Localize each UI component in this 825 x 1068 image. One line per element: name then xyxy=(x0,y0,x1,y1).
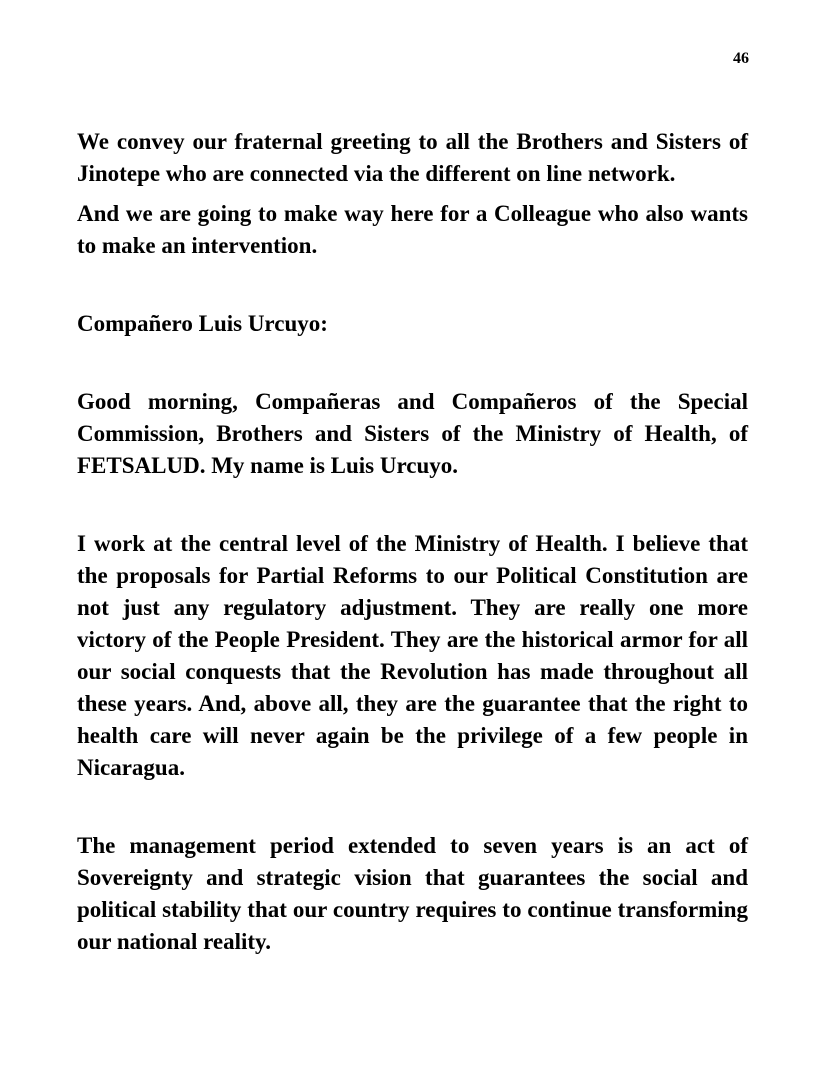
paragraph-statement: I work at the central level of the Ministry of Health. I believe that the proposals for Partial Reforms to our Political Constitution are not just any regulatory adjustment. They are really one more victory of the People President. They are the historical armor for all our social conquests that the Revolution has made throughout all these years. And, above all, they are the guarantee that the right to health care will never again be the privilege of a few people in Nicaragua. xyxy=(77,531,748,780)
paragraph-salutation: Good morning, Compañeras and Compañeros of the Special Commission, Brothers and Sisters of the Ministry of Health, of FETSALUD. My name is Luis Urcuyo. xyxy=(77,389,748,478)
paragraph-conclusion: The management period extended to seven years is an act of Sovereignty and strategic vision that guarantees the social and political stability that our country requires to continue transforming our national reality. xyxy=(77,833,748,954)
page-number: 46 xyxy=(733,50,749,67)
document-body xyxy=(77,126,748,958)
speaker-heading: Compañero Luis Urcuyo: xyxy=(77,311,328,336)
paragraph-introduction: And we are going to make way here for a Colleague who also wants to make an intervention. xyxy=(77,201,748,258)
paragraph-greeting: We convey our fraternal greeting to all the Brothers and Sisters of Jinotepe who are connected via the different on line network. xyxy=(77,129,748,186)
